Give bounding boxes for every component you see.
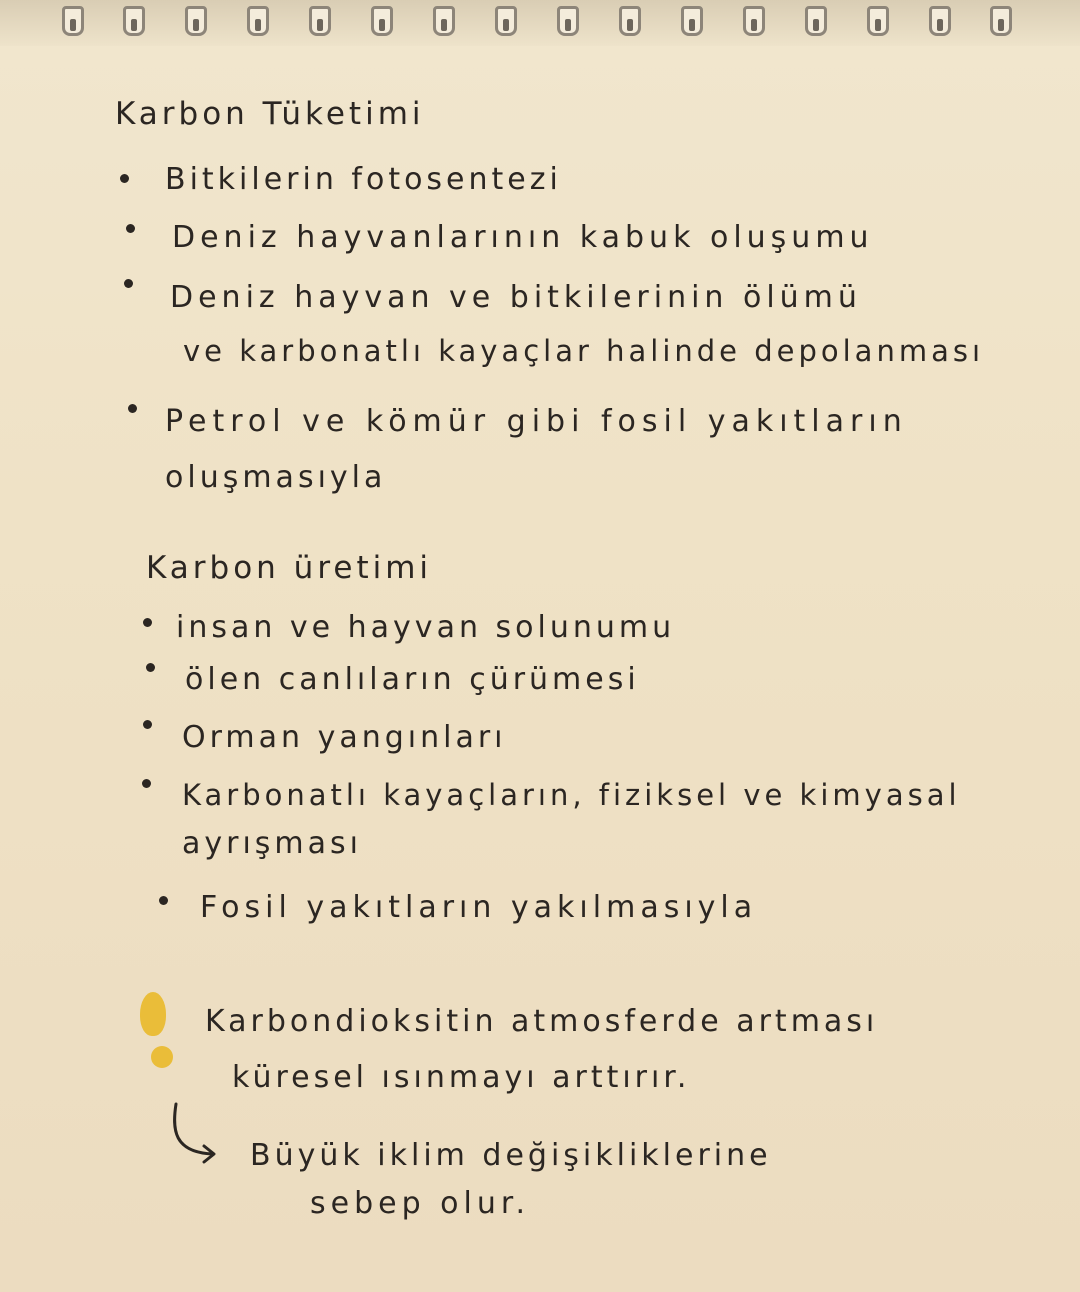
consumption-heading: Karbon Tüketimi [115, 96, 425, 132]
bullet-icon [124, 279, 133, 288]
spiral-ring [681, 6, 703, 36]
production-item: Fosil yakıtların yakılmasıyla [200, 890, 758, 925]
production-item-continuation: ayrışması [182, 826, 363, 861]
note-result-line-1: Büyük iklim değişikliklerine [250, 1138, 772, 1173]
bullet-icon [159, 896, 168, 905]
spiral-ring [990, 6, 1012, 36]
spiral-ring [867, 6, 889, 36]
spiral-ring [123, 6, 145, 36]
bullet-icon [128, 404, 137, 413]
spiral-ring [433, 6, 455, 36]
spiral-ring [805, 6, 827, 36]
note-line-1: Karbondioksitin atmosferde artması [205, 1004, 879, 1039]
consumption-item-continuation: oluşmasıyla [165, 460, 387, 495]
production-item: Karbonatlı kayaçların, fiziksel ve kimyasal [182, 778, 961, 812]
exclamation-dot-icon [151, 1046, 173, 1068]
spiral-ring [371, 6, 393, 36]
spiral-ring [247, 6, 269, 36]
spiral-ring [557, 6, 579, 36]
bullet-icon [143, 618, 152, 627]
curved-arrow-icon [166, 1100, 226, 1170]
bullet-icon [126, 224, 135, 233]
production-heading: Karbon üretimi [146, 550, 433, 586]
bullet-icon [143, 720, 152, 729]
note-result-line-2: sebep olur. [310, 1186, 530, 1221]
spiral-ring [743, 6, 765, 36]
spiral-ring [62, 6, 84, 36]
bullet-icon [146, 663, 155, 672]
consumption-item-continuation: ve karbonatlı kayaçlar halinde depolanması [183, 334, 985, 368]
spiral-binding [0, 0, 1080, 46]
production-item: Orman yangınları [182, 720, 507, 755]
spiral-ring [619, 6, 641, 36]
spiral-ring [495, 6, 517, 36]
spiral-ring [185, 6, 207, 36]
consumption-item: Bitkilerin fotosentezi [165, 162, 562, 197]
consumption-item: Deniz hayvanlarının kabuk oluşumu [172, 220, 874, 255]
exclamation-highlight-icon [140, 992, 166, 1036]
spiral-ring [309, 6, 331, 36]
production-item: insan ve hayvan solunumu [176, 610, 676, 645]
bullet-icon [120, 174, 129, 183]
note-line-2: küresel ısınmayı arttırır. [232, 1060, 691, 1095]
consumption-item: Petrol ve kömür gibi fosil yakıtların [165, 404, 908, 439]
production-item: ölen canlıların çürümesi [185, 662, 640, 697]
consumption-item: Deniz hayvan ve bitkilerinin ölümü [170, 280, 862, 315]
bullet-icon [142, 779, 151, 788]
spiral-ring [929, 6, 951, 36]
